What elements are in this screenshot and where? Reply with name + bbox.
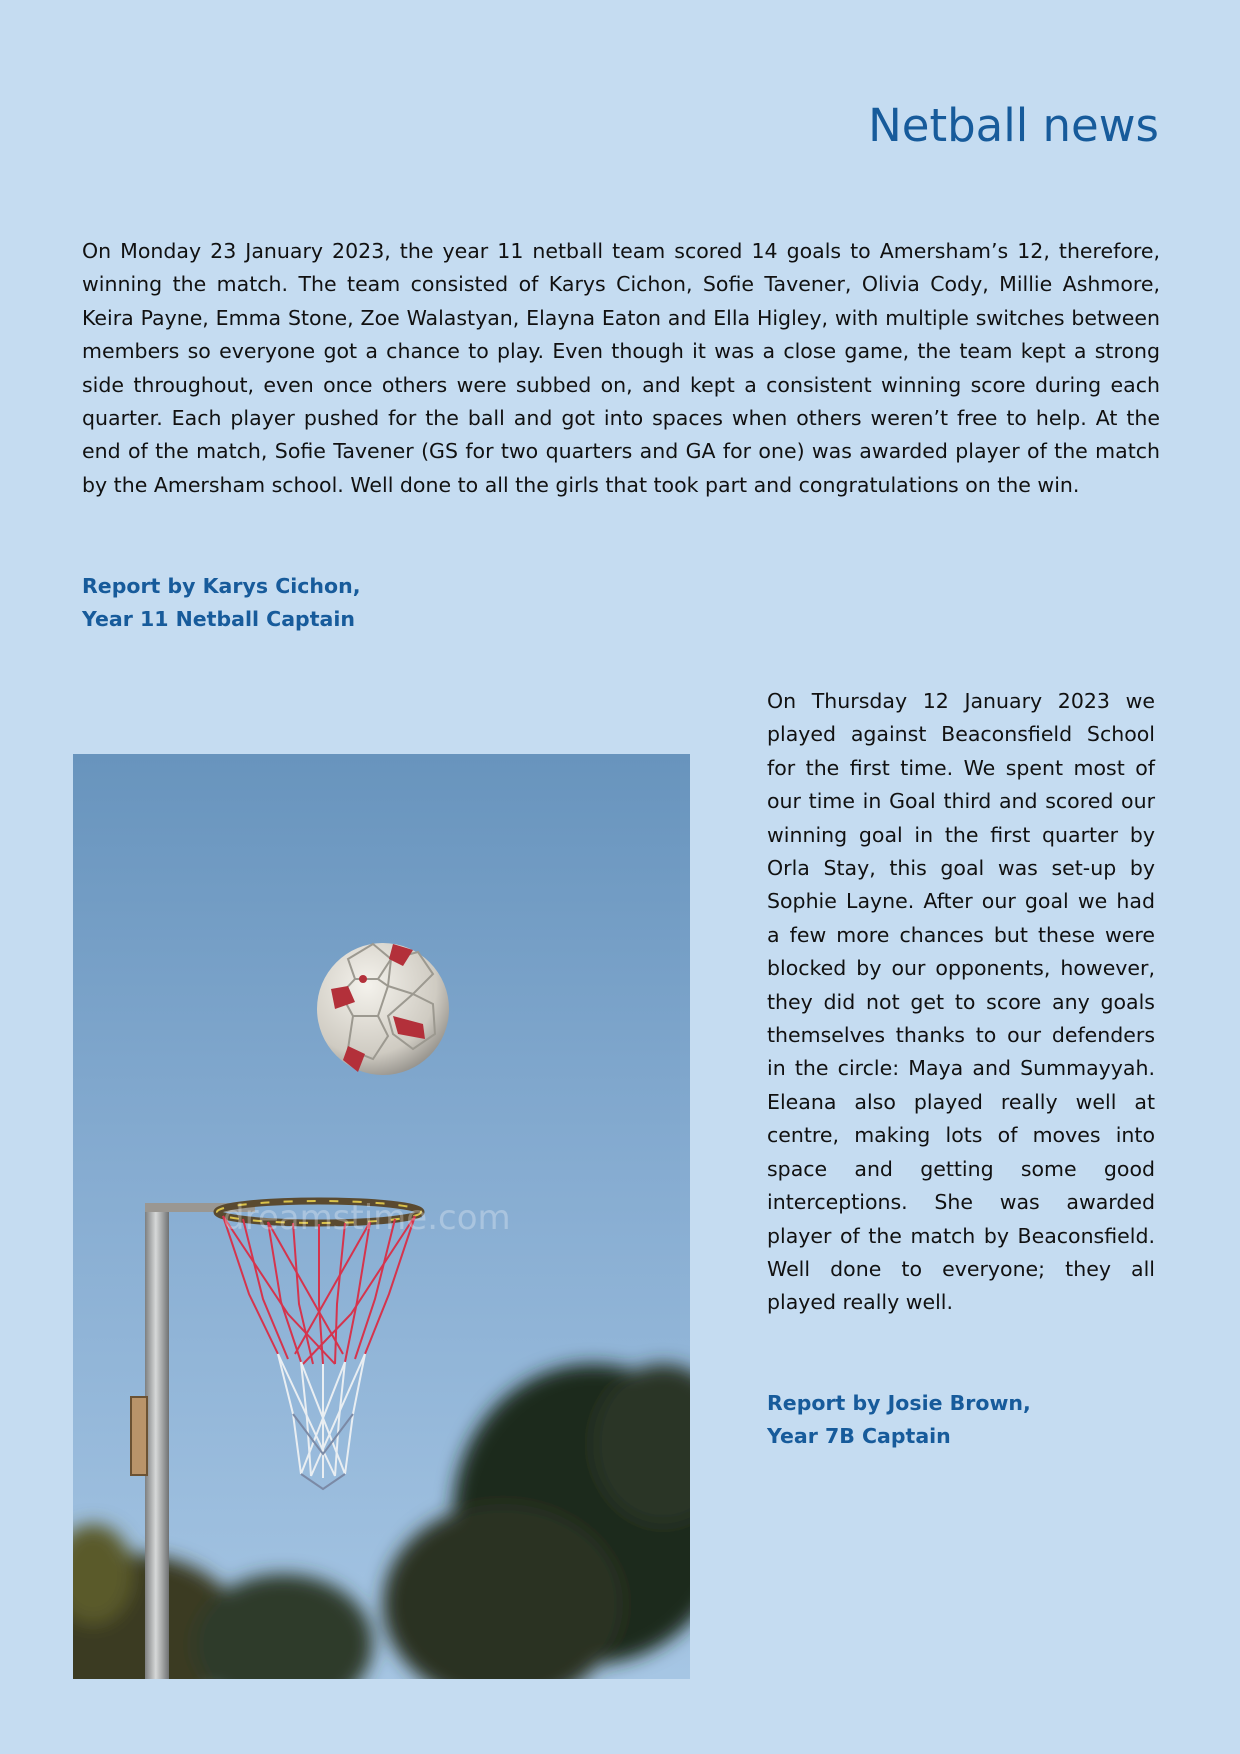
article-1-byline-author: Report by Karys Cichon,: [82, 574, 361, 598]
netball-ball: [317, 943, 449, 1075]
article-2-byline-author: Report by Josie Brown,: [767, 1391, 1031, 1415]
netball-hoop-photo: [73, 754, 690, 1679]
article-1-byline: [82, 570, 360, 637]
article-2-byline: [767, 1387, 1031, 1454]
article-2-body: On Thursday 12 January 2023 we played against Beaconsfield School for the first time. We spent most of our time in Goal third and scored our winning goal in the first quarter by Orla Stay, this goal was set-up by Sophie Layne. After our goal we had a few more chances but these were blocked by our opponents, however, they did not get to score any goals themselves thanks to our defenders in the circle: Maya and Summayyah. Eleana also played really well at centre, making lots of moves into space and getting some good interceptions. She was awarded player of the match by Beaconsfield. Well done to everyone; they all played really well.: [767, 689, 1155, 1315]
hoop-pole: [145, 1209, 169, 1679]
page-title: Netball news: [868, 99, 1159, 152]
article-1-byline-role: Year 11 Netball Captain: [82, 607, 355, 632]
svg-text:dreamstime.com: dreamstime.com: [223, 1198, 511, 1238]
article-2-byline-role: Year 7B Captain: [767, 1424, 951, 1449]
article-1-body: On Monday 23 January 2023, the year 11 netball team scored 14 goals to Amersham’s 12, therefore, winning the match. The team consisted of Karys Cichon, Sofie Tavener, Olivia Cody, Millie Ashmore, Keira Payne, Emma Stone, Zoe Walastyan, Elayna Eaton and Ella Higley, with multiple switches between members so everyone got a chance to play. Even though it was a close game, the team kept a strong side throughout, even once others were subbed on, and kept a consistent winning score during each quarter. Each player pushed for the ball and got into spaces when others weren’t free to help. At the end of the match, Sofie Tavener (GS for two quarters and GA for one) was awarded player of the match by the Amersham school. Well done to all the girls that took part and congratulations on the win.: [82, 239, 1160, 497]
